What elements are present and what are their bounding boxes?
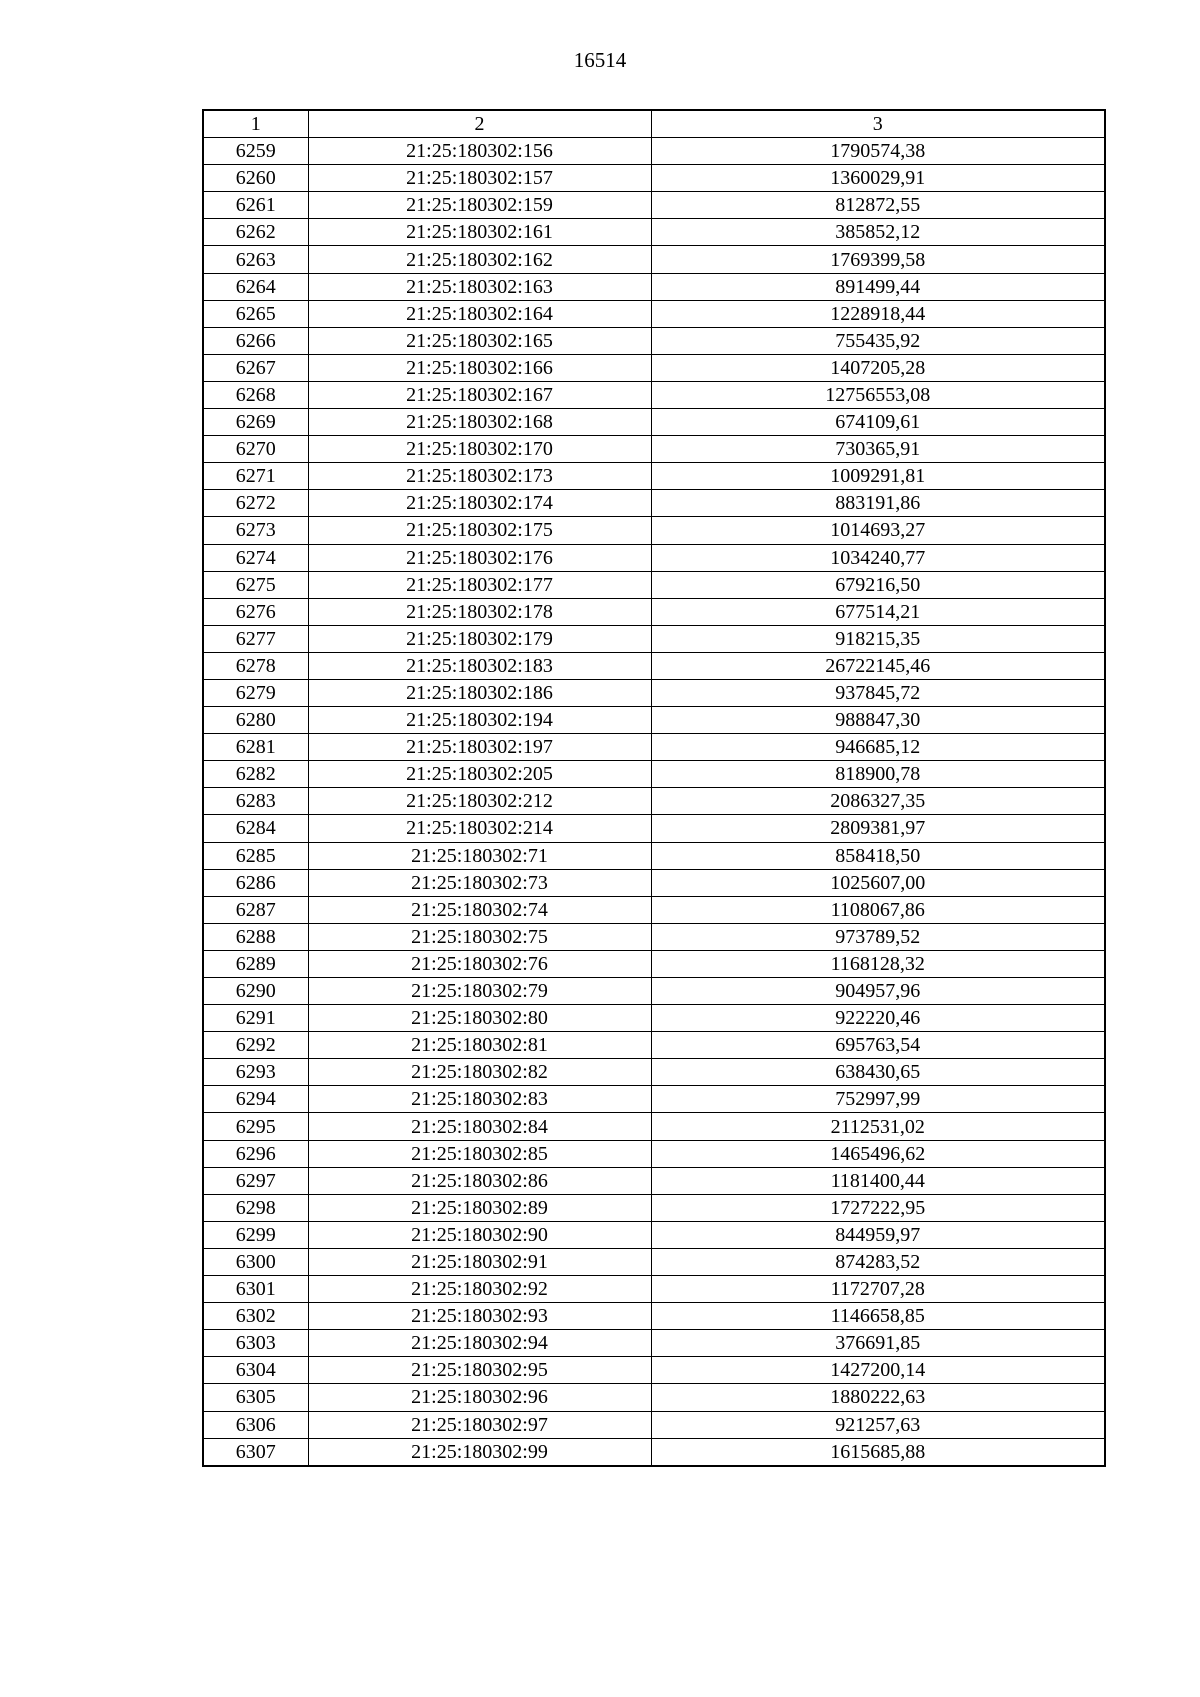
table-cell: 21:25:180302:83 xyxy=(308,1086,651,1113)
table-cell: 21:25:180302:177 xyxy=(308,571,651,598)
table-cell: 6267 xyxy=(203,354,308,381)
table-body xyxy=(203,138,1105,1466)
table-cell: 6286 xyxy=(203,869,308,896)
data-table xyxy=(202,109,1106,1467)
table-cell: 21:25:180302:168 xyxy=(308,409,651,436)
table-cell: 21:25:180302:96 xyxy=(308,1384,651,1411)
table-row xyxy=(203,354,1105,381)
table-cell: 21:25:180302:214 xyxy=(308,815,651,842)
table-cell: 6259 xyxy=(203,138,308,165)
table-cell: 6296 xyxy=(203,1140,308,1167)
table-row xyxy=(203,409,1105,436)
table-row xyxy=(203,246,1105,273)
table-row xyxy=(203,1140,1105,1167)
table-cell: 679216,50 xyxy=(651,571,1105,598)
table-row xyxy=(203,978,1105,1005)
table-cell: 21:25:180302:212 xyxy=(308,788,651,815)
table-cell: 6260 xyxy=(203,165,308,192)
table-row xyxy=(203,273,1105,300)
table-cell: 21:25:180302:80 xyxy=(308,1005,651,1032)
table-row xyxy=(203,1059,1105,1086)
table-cell: 12756553,08 xyxy=(651,381,1105,408)
table-row xyxy=(203,1438,1105,1466)
table-row xyxy=(203,517,1105,544)
table-cell: 6305 xyxy=(203,1384,308,1411)
table-cell: 21:25:180302:173 xyxy=(308,463,651,490)
table-cell: 1427200,14 xyxy=(651,1357,1105,1384)
table-cell: 6276 xyxy=(203,598,308,625)
table-row xyxy=(203,165,1105,192)
table-cell: 21:25:180302:176 xyxy=(308,544,651,571)
table-row xyxy=(203,652,1105,679)
table-cell: 1108067,86 xyxy=(651,896,1105,923)
table-cell: 6281 xyxy=(203,734,308,761)
table-cell: 21:25:180302:166 xyxy=(308,354,651,381)
table-cell: 6306 xyxy=(203,1411,308,1438)
table-row xyxy=(203,544,1105,571)
table-cell: 21:25:180302:86 xyxy=(308,1167,651,1194)
table-cell: 6269 xyxy=(203,409,308,436)
table-cell: 1034240,77 xyxy=(651,544,1105,571)
table-row xyxy=(203,1303,1105,1330)
table-row xyxy=(203,1194,1105,1221)
table-cell: 1146658,85 xyxy=(651,1303,1105,1330)
table-cell: 21:25:180302:95 xyxy=(308,1357,651,1384)
table-cell: 21:25:180302:163 xyxy=(308,273,651,300)
table-cell: 21:25:180302:197 xyxy=(308,734,651,761)
table-cell: 21:25:180302:159 xyxy=(308,192,651,219)
table-cell: 677514,21 xyxy=(651,598,1105,625)
table-cell: 755435,92 xyxy=(651,327,1105,354)
table-cell: 6268 xyxy=(203,381,308,408)
table-row xyxy=(203,950,1105,977)
table-row xyxy=(203,300,1105,327)
table-cell: 21:25:180302:89 xyxy=(308,1194,651,1221)
table-row xyxy=(203,815,1105,842)
table-cell: 921257,63 xyxy=(651,1411,1105,1438)
table-cell: 21:25:180302:84 xyxy=(308,1113,651,1140)
table-cell: 6295 xyxy=(203,1113,308,1140)
table-cell: 1465496,62 xyxy=(651,1140,1105,1167)
table-cell: 21:25:180302:76 xyxy=(308,950,651,977)
table-cell: 6264 xyxy=(203,273,308,300)
table-cell: 21:25:180302:205 xyxy=(308,761,651,788)
table-cell: 891499,44 xyxy=(651,273,1105,300)
table-cell: 21:25:180302:186 xyxy=(308,679,651,706)
table-cell: 21:25:180302:164 xyxy=(308,300,651,327)
table-cell: 21:25:180302:162 xyxy=(308,246,651,273)
table-row xyxy=(203,436,1105,463)
table-cell: 6299 xyxy=(203,1221,308,1248)
table-cell: 2086327,35 xyxy=(651,788,1105,815)
table-cell: 6289 xyxy=(203,950,308,977)
table-cell: 1360029,91 xyxy=(651,165,1105,192)
table-row xyxy=(203,869,1105,896)
table-row xyxy=(203,1248,1105,1275)
table-cell: 6302 xyxy=(203,1303,308,1330)
table-cell: 6290 xyxy=(203,978,308,1005)
table-cell: 6282 xyxy=(203,761,308,788)
table-cell: 6278 xyxy=(203,652,308,679)
table-cell: 1025607,00 xyxy=(651,869,1105,896)
table-cell: 21:25:180302:91 xyxy=(308,1248,651,1275)
table-cell: 6297 xyxy=(203,1167,308,1194)
column-header: 1 xyxy=(203,110,308,138)
table-cell: 21:25:180302:94 xyxy=(308,1330,651,1357)
table-cell: 6272 xyxy=(203,490,308,517)
table-cell: 1407205,28 xyxy=(651,354,1105,381)
table-cell: 21:25:180302:82 xyxy=(308,1059,651,1086)
table-row xyxy=(203,490,1105,517)
table-cell: 21:25:180302:175 xyxy=(308,517,651,544)
table-cell: 1790574,38 xyxy=(651,138,1105,165)
table-cell: 21:25:180302:167 xyxy=(308,381,651,408)
header-row xyxy=(203,110,1105,138)
table-row xyxy=(203,598,1105,625)
table-cell: 6277 xyxy=(203,625,308,652)
table-cell: 1009291,81 xyxy=(651,463,1105,490)
table-cell: 21:25:180302:170 xyxy=(308,436,651,463)
table-cell: 6303 xyxy=(203,1330,308,1357)
table-row xyxy=(203,1384,1105,1411)
table-cell: 695763,54 xyxy=(651,1032,1105,1059)
table-row xyxy=(203,1221,1105,1248)
table-row xyxy=(203,788,1105,815)
table-cell: 1168128,32 xyxy=(651,950,1105,977)
table-row xyxy=(203,761,1105,788)
table-row xyxy=(203,707,1105,734)
table-cell: 1615685,88 xyxy=(651,1438,1105,1466)
table-cell: 6285 xyxy=(203,842,308,869)
table-row xyxy=(203,381,1105,408)
table-cell: 21:25:180302:179 xyxy=(308,625,651,652)
table-row xyxy=(203,679,1105,706)
table-cell: 6265 xyxy=(203,300,308,327)
table-cell: 1228918,44 xyxy=(651,300,1105,327)
table-cell: 6275 xyxy=(203,571,308,598)
table-cell: 6262 xyxy=(203,219,308,246)
table-cell: 21:25:180302:92 xyxy=(308,1276,651,1303)
table-cell: 6271 xyxy=(203,463,308,490)
table-row xyxy=(203,734,1105,761)
table-cell: 21:25:180302:85 xyxy=(308,1140,651,1167)
table-cell: 2809381,97 xyxy=(651,815,1105,842)
table-cell: 6274 xyxy=(203,544,308,571)
table-cell: 21:25:180302:99 xyxy=(308,1438,651,1466)
table-cell: 1172707,28 xyxy=(651,1276,1105,1303)
table-row xyxy=(203,138,1105,165)
table-row xyxy=(203,896,1105,923)
table-row xyxy=(203,1167,1105,1194)
table-row xyxy=(203,192,1105,219)
table-cell: 21:25:180302:79 xyxy=(308,978,651,1005)
column-header: 2 xyxy=(308,110,651,138)
table-cell: 946685,12 xyxy=(651,734,1105,761)
table-row xyxy=(203,571,1105,598)
table-row xyxy=(203,1032,1105,1059)
table-row xyxy=(203,1411,1105,1438)
table-cell: 6304 xyxy=(203,1357,308,1384)
table-header xyxy=(203,110,1105,138)
table-row xyxy=(203,923,1105,950)
table-cell: 6307 xyxy=(203,1438,308,1466)
table-cell: 937845,72 xyxy=(651,679,1105,706)
table-cell: 6263 xyxy=(203,246,308,273)
table-cell: 2112531,02 xyxy=(651,1113,1105,1140)
table-cell: 6293 xyxy=(203,1059,308,1086)
table-cell: 21:25:180302:194 xyxy=(308,707,651,734)
table-cell: 918215,35 xyxy=(651,625,1105,652)
table-cell: 21:25:180302:81 xyxy=(308,1032,651,1059)
table-cell: 858418,50 xyxy=(651,842,1105,869)
table-row xyxy=(203,219,1105,246)
table-cell: 6270 xyxy=(203,436,308,463)
table-row xyxy=(203,1113,1105,1140)
table-cell: 752997,99 xyxy=(651,1086,1105,1113)
table-cell: 6279 xyxy=(203,679,308,706)
table-cell: 21:25:180302:178 xyxy=(308,598,651,625)
table-cell: 1727222,95 xyxy=(651,1194,1105,1221)
table-cell: 385852,12 xyxy=(651,219,1105,246)
table-row xyxy=(203,1330,1105,1357)
table-cell: 922220,46 xyxy=(651,1005,1105,1032)
table-cell: 904957,96 xyxy=(651,978,1105,1005)
table-row xyxy=(203,1357,1105,1384)
table-cell: 21:25:180302:75 xyxy=(308,923,651,950)
table-cell: 6288 xyxy=(203,923,308,950)
table-cell: 1181400,44 xyxy=(651,1167,1105,1194)
table-cell: 6283 xyxy=(203,788,308,815)
table-cell: 21:25:180302:183 xyxy=(308,652,651,679)
table-cell: 6300 xyxy=(203,1248,308,1275)
table-cell: 6261 xyxy=(203,192,308,219)
table-cell: 973789,52 xyxy=(651,923,1105,950)
table-cell: 1014693,27 xyxy=(651,517,1105,544)
table-cell: 6294 xyxy=(203,1086,308,1113)
table-cell: 6273 xyxy=(203,517,308,544)
table-cell: 674109,61 xyxy=(651,409,1105,436)
table-cell: 1769399,58 xyxy=(651,246,1105,273)
table-cell: 21:25:180302:90 xyxy=(308,1221,651,1248)
table-cell: 818900,78 xyxy=(651,761,1105,788)
table-cell: 376691,85 xyxy=(651,1330,1105,1357)
table-row xyxy=(203,1276,1105,1303)
table-cell: 21:25:180302:74 xyxy=(308,896,651,923)
table-cell: 6284 xyxy=(203,815,308,842)
table-row xyxy=(203,463,1105,490)
table-cell: 21:25:180302:157 xyxy=(308,165,651,192)
table-cell: 874283,52 xyxy=(651,1248,1105,1275)
table-cell: 6287 xyxy=(203,896,308,923)
table-row xyxy=(203,1086,1105,1113)
table-row xyxy=(203,625,1105,652)
table-cell: 1880222,63 xyxy=(651,1384,1105,1411)
table-cell: 638430,65 xyxy=(651,1059,1105,1086)
table-cell: 844959,97 xyxy=(651,1221,1105,1248)
table-cell: 21:25:180302:71 xyxy=(308,842,651,869)
table-cell: 21:25:180302:73 xyxy=(308,869,651,896)
table-cell: 6298 xyxy=(203,1194,308,1221)
table-cell: 6266 xyxy=(203,327,308,354)
table-cell: 6301 xyxy=(203,1276,308,1303)
table-cell: 6291 xyxy=(203,1005,308,1032)
column-header: 3 xyxy=(651,110,1105,138)
table-cell: 21:25:180302:161 xyxy=(308,219,651,246)
table-cell: 883191,86 xyxy=(651,490,1105,517)
page-number: 16514 xyxy=(573,48,627,72)
table-row xyxy=(203,1005,1105,1032)
table-cell: 21:25:180302:156 xyxy=(308,138,651,165)
table-cell: 21:25:180302:93 xyxy=(308,1303,651,1330)
table-cell: 812872,55 xyxy=(651,192,1105,219)
table-cell: 21:25:180302:174 xyxy=(308,490,651,517)
table-cell: 21:25:180302:165 xyxy=(308,327,651,354)
table-cell: 730365,91 xyxy=(651,436,1105,463)
table-cell: 6280 xyxy=(203,707,308,734)
table-row xyxy=(203,327,1105,354)
table-cell: 6292 xyxy=(203,1032,308,1059)
table-cell: 21:25:180302:97 xyxy=(308,1411,651,1438)
table-cell: 26722145,46 xyxy=(651,652,1105,679)
table-cell: 988847,30 xyxy=(651,707,1105,734)
table-row xyxy=(203,842,1105,869)
